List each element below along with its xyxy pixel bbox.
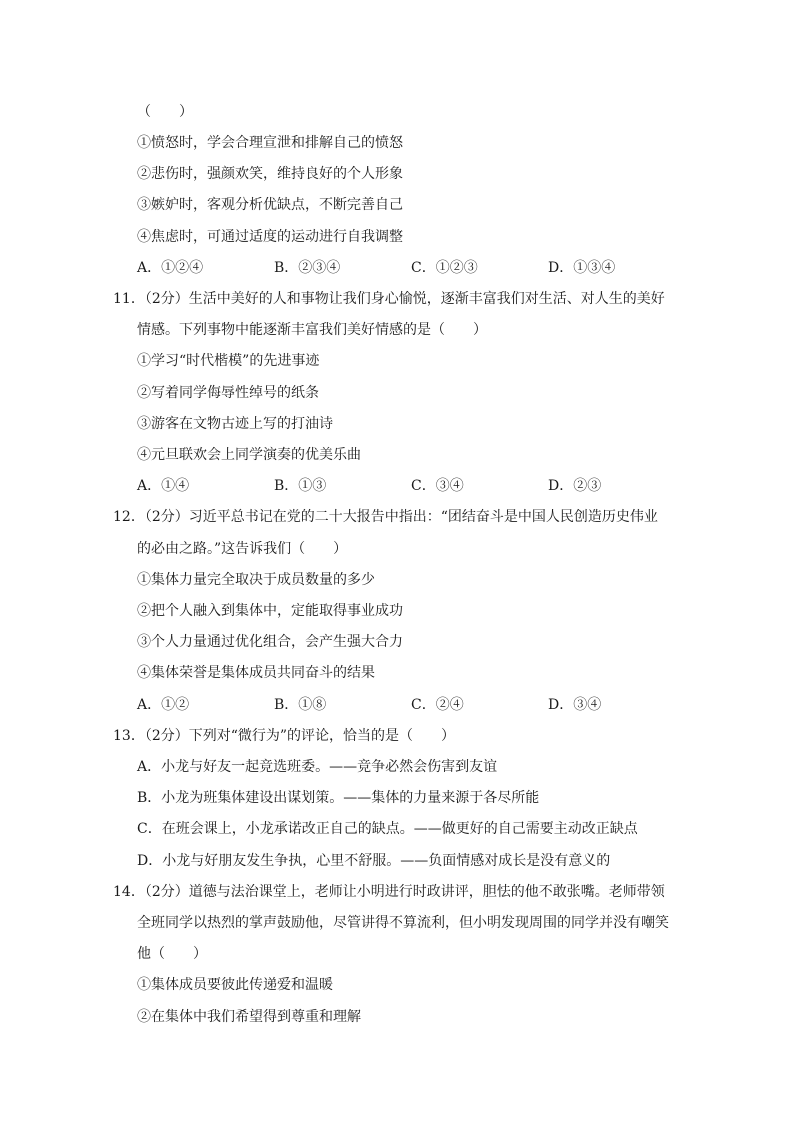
q11-choice-b[interactable]: B．①③: [274, 478, 327, 494]
q13-choice-b[interactable]: B．小龙为班集体建设出谋划策。——集体的力量来源于各尽所能: [137, 790, 540, 806]
q11-choice-a[interactable]: A．①④: [137, 478, 190, 494]
q12-choice-d[interactable]: D．③④: [548, 697, 602, 713]
q14-item-2: ②在集体中我们希望得到尊重和理解: [137, 1009, 361, 1025]
q10-choice-b[interactable]: B．②③④: [274, 260, 341, 276]
q10-choice-c[interactable]: C．①②③: [411, 260, 478, 276]
q13-choice-d[interactable]: D．小龙与好朋友发生争执，心里不舒服。——负面情感对成长是没有意义的: [137, 853, 611, 869]
q10-item-2: ②悲伤时，强颜欢笑，维持良好的个人形象: [137, 166, 403, 182]
q14-stem-line-3: 他（ ）: [137, 946, 207, 962]
q11-choice-c[interactable]: C．③④: [411, 478, 464, 494]
q13-choice-c[interactable]: C．在班会课上，小龙承诺改正自己的缺点。——做更好的自己需要主动改正缺点: [137, 821, 638, 837]
q14-stem-line-1: 14．（2分）道德与法治课堂上，老师让小明进行时政讲评，胆怯的他不敢张嘴。老师带领: [113, 884, 665, 900]
q11-item-4: ④元旦联欢会上同学演奏的优美乐曲: [137, 447, 361, 463]
q12-item-4: ④集体荣誉是集体成员共同奋斗的结果: [137, 665, 375, 681]
q11-item-1: ①学习“时代楷模”的先进事迹: [137, 353, 320, 369]
q12-item-1: ①集体力量完全取决于成员数量的多少: [137, 572, 375, 588]
q10-choices: [137, 258, 685, 278]
q11-choices: [137, 476, 685, 496]
q11-stem-line-2: 情感。下列事物中能逐渐丰富我们美好情感的是（ ）: [137, 322, 487, 338]
q12-choice-c[interactable]: C．②④: [411, 697, 464, 713]
q12-stem-line-2: 的必由之路。”这告诉我们（ ）: [137, 541, 348, 557]
q12-choices: [137, 695, 685, 715]
q12-stem-line-1: 12．（2分）习近平总书记在党的二十大报告中指出：“团结奋斗是中国人民创造历史伟业: [113, 509, 658, 525]
q14-stem-line-2: 全班同学以热烈的掌声鼓励他，尽管讲得不算流利，但小明发现周围的同学并没有嘲笑: [137, 915, 669, 931]
q13-choice-a[interactable]: A．小龙与好友一起竞选班委。——竞争必然会伤害到友谊: [137, 759, 498, 775]
q11-item-2: ②写着同学侮辱性绰号的纸条: [137, 385, 319, 401]
q10-bracket: （ ）: [137, 104, 193, 120]
q13-stem-line-1: 13．（2分）下列对“微行为”的评论，恰当的是（ ）: [113, 728, 456, 744]
q10-choice-a[interactable]: A．①②④: [137, 260, 204, 276]
q12-choice-a[interactable]: A．①②: [137, 697, 190, 713]
q10-choice-d[interactable]: D．①③④: [548, 260, 616, 276]
q14-item-1: ①集体成员要彼此传递爱和温暖: [137, 977, 333, 993]
q11-choice-d[interactable]: D．②③: [548, 478, 602, 494]
q12-item-3: ③个人力量通过优化组合，会产生强大合力: [137, 634, 403, 650]
q11-item-3: ③游客在文物古迹上写的打油诗: [137, 416, 333, 432]
q12-item-2: ②把个人融入到集体中，定能取得事业成功: [137, 603, 403, 619]
q10-item-4: ④焦虑时，可通过适度的运动进行自我调整: [137, 229, 403, 245]
q12-choice-b[interactable]: B．①⑧: [274, 697, 327, 713]
q10-item-3: ③嫉妒时，客观分析优缺点，不断完善自己: [137, 197, 403, 213]
q10-item-1: ①愤怒时，学会合理宣泄和排解自己的愤怒: [137, 135, 403, 151]
q11-stem-line-1: 11．（2分）生活中美好的人和事物让我们身心愉悦，逐渐丰富我们对生活、对人生的美好: [113, 291, 665, 307]
